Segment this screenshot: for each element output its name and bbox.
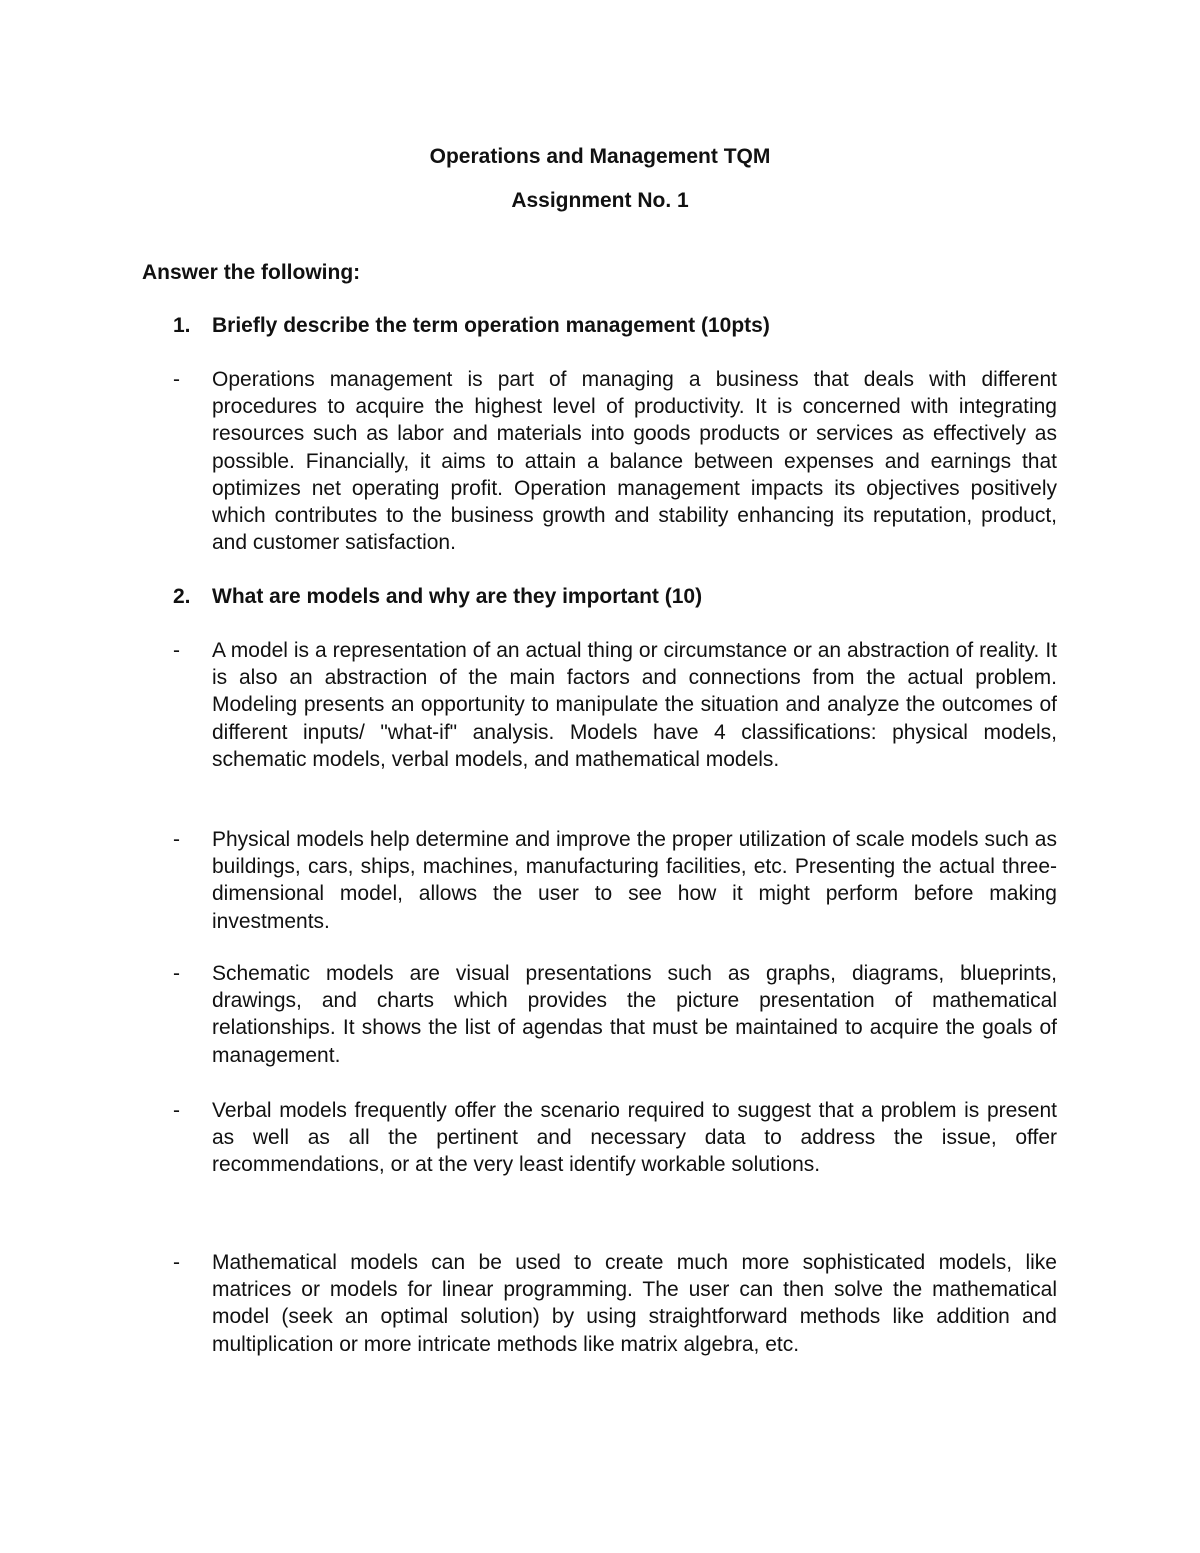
answer-text: Physical models help determine and improve the proper utilization of scale models such as buildings, cars, ships, machines, manufacturing facilities, etc. Presenting the actual three-dimensional model, allows the user to see how it might perform before making investments.	[212, 828, 1057, 933]
answer-text: Mathematical models can be used to create much more sophisticated models, like matrices or models for linear programming. The user can then solve the mathematical model (seek an optimal solution) by using straightforward methods like addition and multiplication or more intricate methods like matrix algebra, etc.	[212, 1251, 1057, 1356]
question-number: 1.	[173, 314, 191, 337]
question-2	[173, 585, 1073, 609]
answer-text: Schematic models are visual presentations such as graphs, diagrams, blueprints, drawings, and charts which provides the picture presentation of mathematical relationships. It shows the list of agendas that must be maintained to acquire the goals of management.	[212, 962, 1057, 1067]
document-title: Operations and Management TQM	[429, 145, 771, 168]
answer-text: A model is a representation of an actual thing or circumstance or an abstraction of reality. It is also an abstraction of the main factors and connections from the actual problem. Modeling presents an opportunity to manipulate the situation and analyze the outcomes of different inputs/ "what-if" analysis. Models have 4 classifications: physical models, schematic models, verbal models, and mathematical models.	[212, 639, 1057, 771]
dash-bullet: -	[173, 368, 180, 391]
question-text: What are models and why are they important (10)	[212, 585, 703, 608]
dash-bullet: -	[173, 1251, 180, 1274]
question-1	[173, 314, 1073, 338]
answer-text: Verbal models frequently offer the scenario required to suggest that a problem is present as well as all the pertinent and necessary data to address the issue, offer recommendations, or at the very least identify workable solutions.	[212, 1099, 1057, 1177]
answer-text: Operations management is part of managing a business that deals with different procedures to acquire the highest level of productivity. It is concerned with integrating resources such as labor and materials into goods products or services as effectively as possible. Financially, it aims to attain a balance between expenses and earnings that optimizes net operating profit. Operation management impacts its objectives positively which contributes to the business growth and stability enhancing its reputation, product, and customer satisfaction.	[212, 368, 1057, 555]
dash-bullet: -	[173, 639, 180, 662]
dash-bullet: -	[173, 962, 180, 985]
dash-bullet: -	[173, 828, 180, 851]
question-number: 2.	[173, 585, 191, 608]
instructions-heading: Answer the following:	[142, 261, 361, 284]
dash-bullet: -	[173, 1099, 180, 1122]
document-subtitle: Assignment No. 1	[511, 189, 689, 212]
question-text: Briefly describe the term operation management (10pts)	[212, 314, 770, 337]
